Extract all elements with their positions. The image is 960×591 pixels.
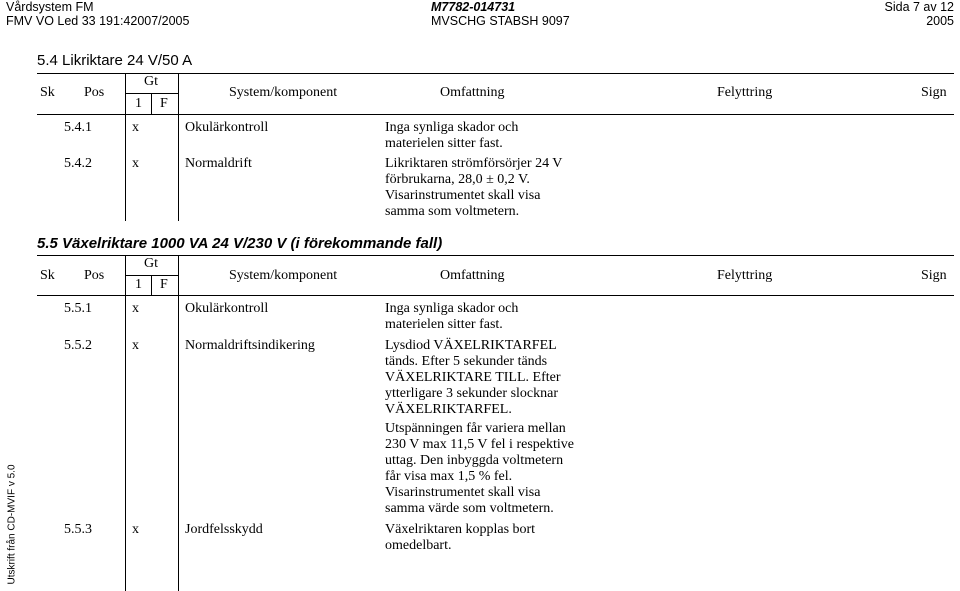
row-system: Jordfelsskydd — [185, 522, 263, 537]
header-page-number: Sida 7 av 12 — [884, 0, 954, 14]
row-mark: x — [132, 301, 139, 316]
table-header-rule — [37, 114, 954, 115]
column-header-sk: Sk — [40, 268, 55, 283]
row-mark: x — [132, 522, 139, 537]
row-omfattning-extra: Utspänningen får variera mellan 230 V max 11,5 V fel i respektive uttag. Den inbyggda voltmetern får visa max 1,5 % fel. Visarinstrumentet skall visa samma värde som voltmetern. — [385, 421, 574, 516]
column-header-sk: Sk — [40, 85, 55, 100]
row-omfattning: Inga synliga skador och materielen sitter fast. — [385, 301, 519, 332]
column-header-gt: Gt — [144, 256, 158, 271]
header-document-number: M7782-014731 — [431, 0, 516, 14]
gt-left-border — [125, 73, 126, 221]
gt-left-border — [125, 255, 126, 591]
row-omfattning: Växelriktaren kopplas bort omedelbart. — [385, 522, 536, 553]
column-header-gt-f: F — [160, 277, 168, 292]
header-year: 2005 — [926, 14, 954, 28]
row-system: Okulärkontroll — [185, 120, 269, 135]
gt-column-divider — [151, 93, 152, 114]
gt-column-divider — [151, 275, 152, 295]
row-pos: 5.4.2 — [64, 156, 92, 171]
row-mark: x — [132, 120, 139, 135]
table-header-rule — [37, 295, 954, 296]
column-header-sign: Sign — [921, 85, 947, 100]
row-mark: x — [132, 338, 139, 353]
column-header-gt: Gt — [144, 74, 158, 89]
column-header-felyttring: Felyttring — [717, 85, 773, 100]
row-pos: 5.5.1 — [64, 301, 92, 316]
row-omfattning: Inga synliga skador och materielen sitter fast. — [385, 120, 519, 151]
column-header-gt-f: F — [160, 96, 168, 111]
column-header-omfattning: Omfattning — [440, 268, 505, 283]
row-pos: 5.5.2 — [64, 338, 92, 353]
section-title-likriktare: 5.4 Likriktare 24 V/50 A — [37, 52, 193, 69]
row-pos: 5.4.1 — [64, 120, 92, 135]
row-omfattning: Lysdiod VÄXELRIKTARFEL tänds. Efter 5 sekunder tänds VÄXELRIKTARE TILL. Efter ytterligare 3 sekunder slocknar VÄXELRIKTARFEL. — [385, 338, 561, 417]
section-title-vaxelriktare: 5.5 Växelriktare 1000 VA 24 V/230 V (i förekommande fall) — [37, 235, 443, 252]
header-left-line1: Vårdsystem FM — [6, 0, 94, 14]
column-header-pos: Pos — [84, 85, 105, 100]
gt-right-border — [178, 73, 179, 221]
row-system: Normaldriftsindikering — [185, 338, 315, 353]
row-omfattning: Likriktaren strömförsörjer 24 V förbrukarna, 28,0 ± 0,2 V. Visarinstrumentet skall visa samma som voltmetern. — [385, 156, 563, 219]
column-header-gt-1: 1 — [135, 277, 142, 292]
gt-right-border — [178, 255, 179, 591]
row-pos: 5.5.3 — [64, 522, 92, 537]
row-system: Okulärkontroll — [185, 301, 269, 316]
column-header-sign: Sign — [921, 268, 947, 283]
column-header-system: System/komponent — [229, 85, 338, 100]
side-print-note: Utskrift från CD-MVIF v 5.0 — [6, 464, 18, 585]
column-header-pos: Pos — [84, 268, 105, 283]
table-top-rule — [37, 255, 954, 256]
column-header-felyttring: Felyttring — [717, 268, 773, 283]
row-system: Normaldrift — [185, 156, 252, 171]
table-top-rule — [37, 73, 954, 74]
column-header-gt-1: 1 — [135, 96, 142, 111]
header-equipment-code: MVSCHG STABSH 9097 — [431, 14, 570, 28]
row-mark: x — [132, 156, 139, 171]
header-left-line2: FMV VO Led 33 191:42007/2005 — [6, 14, 190, 28]
column-header-system: System/komponent — [229, 268, 338, 283]
column-header-omfattning: Omfattning — [440, 85, 505, 100]
